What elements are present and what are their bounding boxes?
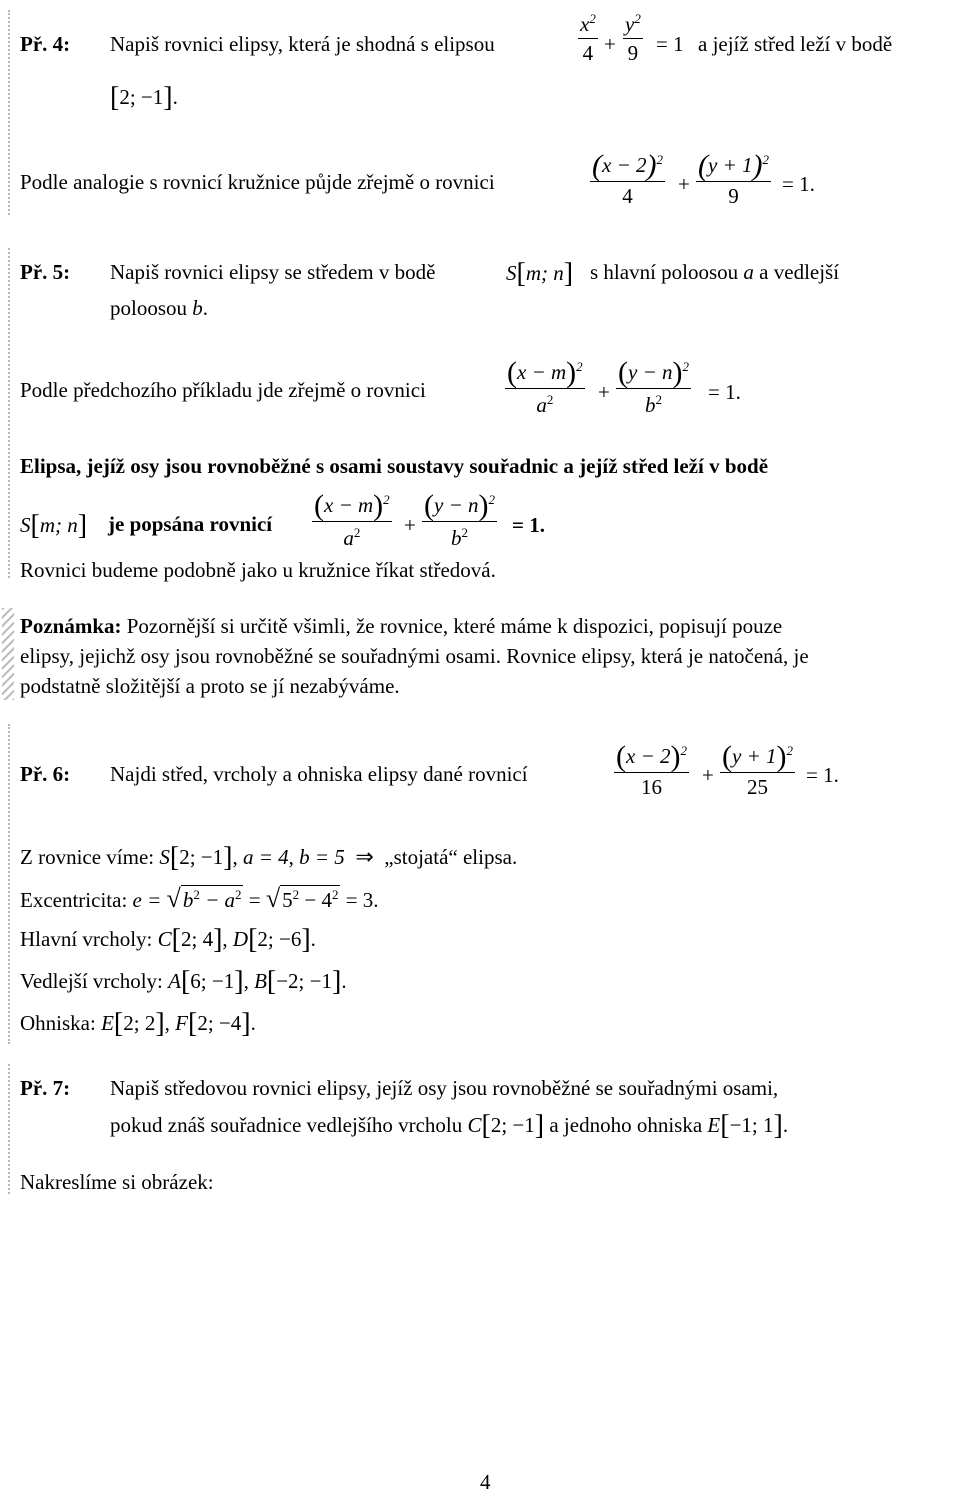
ex4-sol-n2: y + 1 — [708, 153, 753, 177]
note-line1 — [20, 616, 782, 637]
ex4-sol-d1: 4 — [590, 181, 665, 207]
ex6-label: Př. 6: — [20, 762, 71, 786]
ex5-task-a: Napiš rovnici elipsy se středem v bodě — [110, 260, 436, 284]
ex4-given-rhs: = 1 — [656, 32, 684, 56]
ex6-plus: + — [702, 763, 714, 787]
margin-line-ex5 — [8, 248, 10, 578]
ex4-given-n1: x — [580, 12, 590, 36]
margin-line-ex6 — [8, 724, 10, 1044]
ex6-ecc-result: = 3. — [345, 888, 379, 912]
note-l2: elipsy, jejichž osy jsou rovnoběžné se souřadnými osami. Rovnice elipsy, která je natočená, je — [20, 644, 809, 668]
ex6-A: 6; −1 — [190, 969, 235, 993]
ex4-given-d1: 4 — [578, 38, 598, 64]
ex6-n2: y + 1 — [732, 744, 777, 768]
note-l3: podstatně složitější a proto se jí nezabýváme. — [20, 674, 400, 698]
ex5-solution-text: Podle předchozího příkladu jde zřejmě o rovnici — [20, 378, 426, 402]
ex4-sol-frac-x: $\frac{(x - 2)^2}{4}$ — [592, 149, 663, 208]
ex4-task-b: a jejíž střed leží v bodě — [698, 32, 893, 56]
ex5-sol-rhs: = 1. — [708, 380, 741, 404]
ex5-center: S[m; n] — [506, 258, 574, 289]
ex6-main-label: Hlavní vrcholy: — [20, 927, 153, 951]
ex6-center: 2; −1 — [179, 845, 224, 869]
ex5-label: Př. 5: — [20, 260, 71, 284]
ex6-D: 2; −6 — [257, 927, 302, 951]
ex6-F: 2; −4 — [197, 1011, 242, 1035]
ex5-sol-plus: + — [598, 380, 610, 404]
ex6-foci-label: Ohniska: — [20, 1011, 96, 1035]
ex4-sol-frac-y: $\frac{(y + 1)^2}{9}$ — [698, 149, 769, 208]
sqrt-expr-2: $√5^2 - 4^2$ — [265, 884, 339, 913]
rule-d1: a — [343, 526, 354, 550]
ex5-sol-frac-x: $\frac{(x - m)^2}{a^2}$ — [507, 356, 583, 417]
rule-d2: b — [451, 526, 462, 550]
ex6-frac-x: $\frac{(x - 2)^2}{16}$ — [616, 740, 687, 799]
sqrt-expr-1: $√b^2 - a^2$ — [166, 884, 242, 913]
ex7-label: Př. 7: — [20, 1076, 71, 1100]
ex4-solution-text: Podle analogie s rovnicí kružnice půjde zřejmě o rovnici — [20, 170, 495, 194]
ex5-sol-frac-y: $\frac{(y - n)^2}{b^2}$ — [618, 356, 689, 417]
ex5-sol-d2: b — [645, 393, 656, 417]
ex7-l1: Napiš středovou rovnici elipsy, jejíž osy jsou rovnoběžné se souřadnými osami, — [110, 1076, 779, 1100]
ex6-C: 2; 4 — [180, 927, 214, 951]
ex6-side-label: Vedlejší vrcholy: — [20, 969, 163, 993]
ex6-a-val: a = 4 — [242, 845, 289, 869]
ex4-sol-plus: + — [678, 172, 690, 196]
ex7-l2b: a jednoho ohniska — [549, 1113, 703, 1137]
rule-frac-y: $\frac{(y - n)^2}{b^2}$ — [424, 489, 495, 550]
ex6-d1: 16 — [614, 772, 689, 798]
rule-text2: je popsána rovnicí — [108, 512, 273, 536]
ex6-E: 2; 2 — [123, 1011, 156, 1035]
ex6-task: Najdi střed, vrcholy a ohniska elipsy dané rovnicí — [110, 762, 528, 786]
margin-line-ex4 — [8, 10, 10, 215]
rule-n1: x − m — [324, 493, 374, 517]
ex4-sol-rhs: = 1. — [782, 172, 815, 196]
ex6-from-eq-text: Z rovnice víme: — [20, 845, 155, 869]
ex6-b-val: b = 5 — [299, 845, 345, 869]
ex4-label: Př. 4: — [20, 32, 71, 56]
ex5-line2-end: . — [202, 296, 209, 320]
ex7-l3: Nakreslíme si obrázek: — [20, 1170, 214, 1194]
ex6-B: −2; −1 — [276, 969, 332, 993]
ex4-given-frac-x: $\frac{x^2}{4}$ — [580, 11, 596, 65]
ex5-task-b-text: s hlavní poloosou — [590, 260, 739, 284]
ex5-center-coords: m; n — [525, 261, 564, 285]
ex4-sol-d2: 9 — [696, 181, 771, 207]
ex5-task-b: s hlavní poloosou a a vedlejší — [590, 260, 840, 284]
margin-hatch-note — [2, 608, 14, 700]
ex5-sol-n1: x − m — [517, 360, 567, 384]
ex5-sol-d1: a — [536, 393, 547, 417]
margin-line-ex7 — [8, 1064, 10, 1194]
ex6-ecc: Excentricita: $e = √b^2 - a^2 = √5^2 - 4^2 = 3$. — [20, 884, 379, 913]
ex7-C: 2; −1 — [490, 1113, 535, 1137]
ex5-line2: poloosou b. — [110, 296, 209, 320]
page-number: 4 — [480, 1470, 491, 1494]
rule-point-coords: m; n — [39, 513, 78, 537]
ex6-kind: „stojatá“ elipsa. — [384, 845, 518, 869]
rule-plus: + — [404, 513, 416, 537]
ex6-main-vertices: Hlavní vrcholy: C[2; 4], D[2; −6]. — [20, 924, 316, 955]
ex4-given-frac-y: $\frac{y^2}{9}$ — [625, 11, 641, 65]
ex6-d2: 25 — [720, 772, 795, 798]
ex4-sol-n1: x − 2 — [602, 153, 647, 177]
implies-arrow-icon: ⇒ — [355, 845, 374, 870]
ex4-point: [2; −1]. — [110, 82, 178, 113]
ex6-ecc-label: Excentricita: — [20, 888, 128, 912]
ex4-task-a: Napiš rovnici elipsy, která je shodná s elipsou — [110, 32, 495, 56]
ex5-task-c-text: a vedlejší — [759, 260, 840, 284]
ex6-side-vertices: Vedlejší vrcholy: A[6; −1], B[−2; −1]. — [20, 966, 347, 997]
note-l1: Pozornější si určitě všimli, že rovnice, které máme k dispozici, popisují pouze — [126, 614, 783, 638]
rule-n2: y − n — [434, 493, 479, 517]
ex4-point-coords: 2; −1 — [119, 85, 164, 109]
ex4-given-n2: y — [625, 12, 635, 36]
rule-line1: Elipsa, jejíž osy jsou rovnoběžné s osami soustavy souřadnic a jejíž střed leží v bodě — [20, 454, 769, 478]
ex5-sol-n2: y − n — [628, 360, 673, 384]
ex6-foci: Ohniska: E[2; 2], F[2; −4]. — [20, 1008, 256, 1039]
ex6-n1: x − 2 — [626, 744, 671, 768]
ex6-ecc-e: e = — [132, 888, 162, 912]
ex4-given-plus: + — [604, 32, 616, 56]
rule-frac-x: $\frac{(x - m)^2}{a^2}$ — [314, 489, 390, 550]
ex7-E: −1; 1 — [729, 1113, 774, 1137]
ex7-line2: pokud znáš souřadnice vedlejšího vrcholu C[2; −1] a jednoho ohniska E[−1; 1]. — [110, 1110, 789, 1141]
note-label: Poznámka: — [20, 614, 122, 638]
ex4-given-d2: 9 — [623, 38, 643, 64]
ex7-l2a: pokud znáš souřadnice vedlejšího vrcholu — [110, 1113, 463, 1137]
ex6-frac-y: $\frac{(y + 1)^2}{25}$ — [722, 740, 793, 799]
ex5-line2-text: poloosou — [110, 296, 188, 320]
ex6-rhs: = 1. — [806, 763, 839, 787]
rule-point: S[m; n] — [20, 510, 88, 541]
rule-line3: Rovnici budeme podobně jako u kružnice říkat středová. — [20, 558, 496, 582]
ex6-from-eq: Z rovnice víme: S[2; −1], a = 4, b = 5 ⇒ „stojatá“ elipsa. — [20, 842, 518, 873]
rule-rhs: = 1. — [512, 513, 545, 537]
